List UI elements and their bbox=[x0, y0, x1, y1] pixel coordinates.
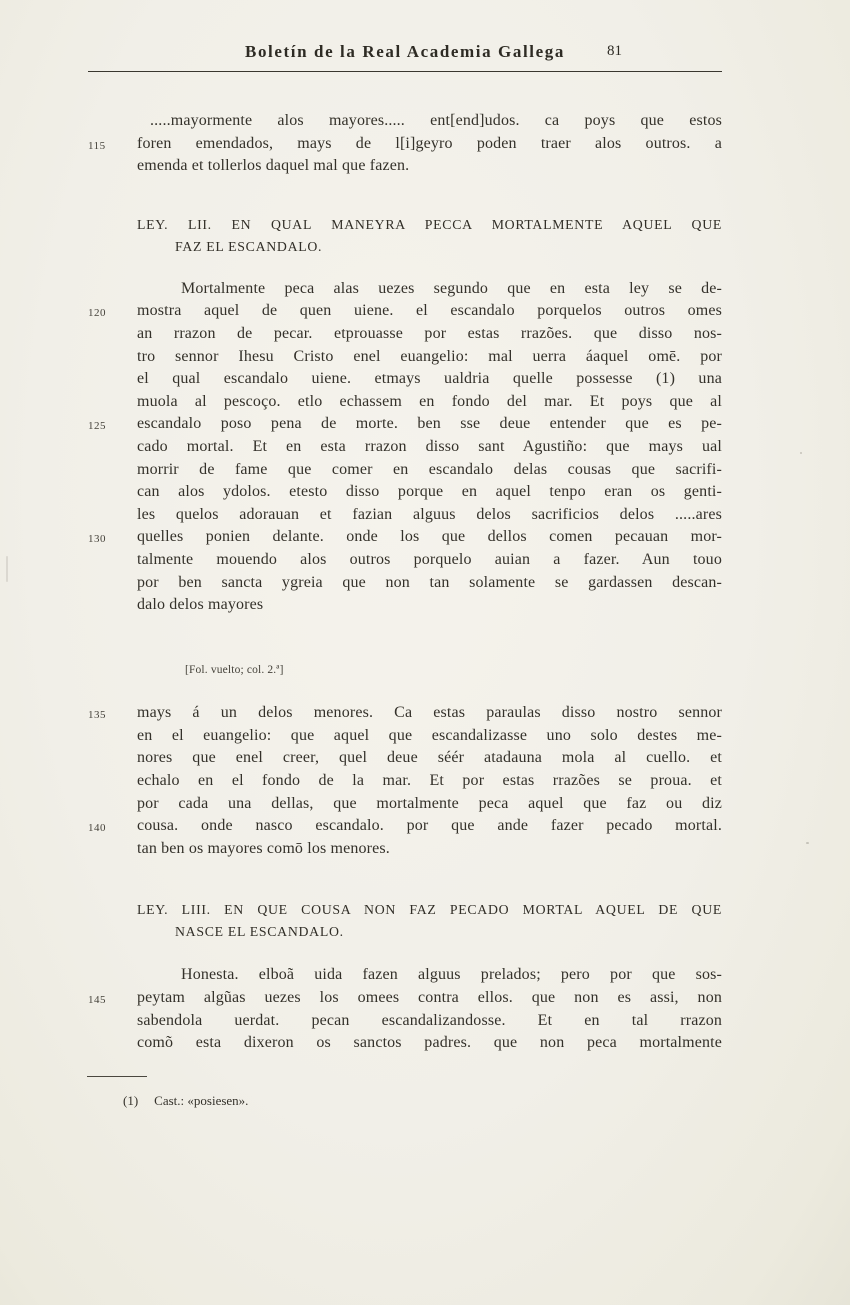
line-text: les quelos adorauan et fazian alguus delos sacrificios delos .....ares bbox=[137, 505, 722, 523]
line-text: el qual escandalo uiene. etmays ualdria quelle possesse (1) una bbox=[137, 370, 722, 388]
line-text: tan ben os mayores comō los menores. bbox=[137, 839, 390, 857]
text-line bbox=[88, 413, 722, 436]
text-line bbox=[88, 133, 722, 156]
paragraph-ley-liii bbox=[88, 964, 722, 1054]
line-text: Honesta. elboã uida fazen alguus prelados; pero por que sos- bbox=[181, 966, 722, 984]
line-text: LEY. LII. EN QUAL MANEYRA PECCA MORTALMENTE AQUEL QUE bbox=[137, 216, 722, 232]
paragraph-continuation bbox=[88, 110, 722, 178]
line-text: quelles ponien delante. onde los que dellos comen pecauan mor- bbox=[137, 528, 722, 546]
text-line bbox=[137, 747, 722, 770]
footnote-separator bbox=[87, 1076, 147, 1077]
line-text: .....mayormente alos mayores..... ent[end]udos. ca poys que estos bbox=[150, 112, 722, 129]
text-line bbox=[137, 110, 722, 133]
folio-note bbox=[137, 659, 722, 682]
paragraph-ley-lii-continued bbox=[88, 702, 722, 860]
text-line bbox=[137, 594, 722, 617]
text-line bbox=[137, 155, 722, 178]
journal-title: Boletín de la Real Academia Gallega bbox=[245, 42, 565, 61]
scan-speck bbox=[800, 452, 802, 454]
paragraph-ley-lii bbox=[88, 278, 722, 617]
line-text: en el euangelio: que aquel que escandalizasse uno solo destes me- bbox=[137, 726, 722, 744]
line-text: mays á un delos menores. Ca estas paraulas disso nostro sennor bbox=[137, 704, 722, 722]
text-line bbox=[88, 987, 722, 1010]
line-text: LEY. LIII. EN QUE COUSA NON FAZ PECADO MORTAL AQUEL DE QUE bbox=[137, 902, 722, 918]
line-text: tro sennor Ihesu Cristo enel euangelio: mal uerra áaquel omē. por bbox=[137, 347, 722, 365]
footnote bbox=[123, 1093, 722, 1109]
text-line bbox=[137, 899, 722, 921]
text-line bbox=[88, 815, 722, 838]
line-text: dalo delos mayores bbox=[137, 596, 264, 614]
text-line bbox=[88, 702, 722, 725]
text-line bbox=[137, 368, 722, 391]
line-text: Mortalmente peca alas uezes segundo que en esta ley se de- bbox=[181, 279, 722, 297]
line-text: echalo en el fondo de la mar. Et por estas rrazões se proua. et bbox=[137, 772, 722, 790]
line-text: emenda et tollerlos daquel mal que fazen. bbox=[137, 157, 410, 175]
footnote-area bbox=[123, 1076, 722, 1109]
text-line bbox=[137, 391, 722, 414]
text-line bbox=[137, 725, 722, 748]
scan-speck bbox=[6, 556, 8, 582]
page-number: 81 bbox=[607, 43, 622, 59]
text-line bbox=[137, 549, 722, 572]
line-text: por cada una dellas, que mortalmente peca aquel que faz ou diz bbox=[137, 794, 722, 812]
text-line bbox=[137, 793, 722, 816]
text-line bbox=[137, 659, 722, 682]
page-header bbox=[88, 42, 722, 66]
line-number: 140 bbox=[88, 822, 106, 835]
text-line bbox=[88, 526, 722, 549]
line-number: 145 bbox=[88, 994, 106, 1007]
line-number: 125 bbox=[88, 420, 106, 433]
text-line bbox=[137, 323, 722, 346]
text-line bbox=[137, 921, 722, 943]
line-text: cousa. onde nasco escandalo. por que ande fazer pecado mortal. bbox=[137, 817, 722, 835]
text-line bbox=[137, 436, 722, 459]
footnote-marker: (1) bbox=[123, 1093, 139, 1108]
line-text: muola al pescoço. etlo echassem en fondo del mar. Et poys que al bbox=[137, 392, 722, 410]
line-text: an rrazon de pecar. etprouasse por estas rrazões. que disso nos- bbox=[137, 324, 722, 342]
line-text: peytam algũas uezes los omees contra ellos. que non es assi, non bbox=[137, 989, 722, 1007]
text-line bbox=[137, 236, 722, 258]
line-text: can alos ydolos. etesto disso porque en aquel tenpo eran os genti- bbox=[137, 483, 722, 501]
text-block-container bbox=[88, 106, 722, 1055]
line-text: mostra aquel de quen uiene. el escandalo porquelos outros omes bbox=[137, 302, 722, 320]
line-text: [Fol. vuelto; col. 2.ª] bbox=[185, 663, 284, 676]
text-line bbox=[137, 504, 722, 527]
line-text: NASCE EL ESCANDALO. bbox=[175, 924, 344, 940]
text-line bbox=[137, 346, 722, 369]
line-number: 115 bbox=[88, 139, 106, 152]
text-line bbox=[137, 770, 722, 793]
line-number: 120 bbox=[88, 307, 106, 320]
text-line bbox=[137, 278, 722, 301]
text-line bbox=[137, 964, 722, 987]
line-text: talmente mouendo alos outros porquelo auian a fazer. Aun touo bbox=[137, 550, 722, 568]
line-text: nores que enel creer, quel deue séér atadauna mola al cuello. et bbox=[137, 749, 722, 767]
text-line bbox=[137, 459, 722, 482]
line-text: por ben sancta ygreia que non tan solamente se gardassen descan- bbox=[137, 573, 722, 591]
text-line bbox=[137, 572, 722, 595]
line-text: foren emendados, mays de l[i]geyro poden traer alos outros. a bbox=[137, 134, 722, 152]
line-text: morrir de fame que comer en escandalo delas cousas que sacrifi- bbox=[137, 460, 722, 478]
line-text: FAZ EL ESCANDALO. bbox=[175, 238, 323, 254]
line-text: sabendola uerdat. pecan escandalizandosse. Et en tal rrazon bbox=[137, 1011, 722, 1029]
line-text: escandalo poso pena de morte. ben sse deue entender que es pe- bbox=[137, 415, 722, 433]
scan-speck bbox=[806, 842, 809, 844]
line-number: 130 bbox=[88, 533, 106, 546]
line-text: cado mortal. Et en esta rrazon disso sant Agustiño: que mays ual bbox=[137, 437, 722, 455]
text-line bbox=[137, 214, 722, 236]
heading-ley-liii bbox=[137, 899, 722, 943]
text-line bbox=[137, 481, 722, 504]
text-line bbox=[137, 1032, 722, 1055]
text-line bbox=[137, 1010, 722, 1033]
header-rule bbox=[88, 71, 722, 72]
line-text: comõ esta dixeron os sanctos padres. que non peca mortalmente bbox=[137, 1034, 722, 1052]
text-line bbox=[88, 300, 722, 323]
line-number: 135 bbox=[88, 709, 106, 722]
heading-ley-lii bbox=[137, 214, 722, 258]
footnote-text: Cast.: «posiesen». bbox=[154, 1093, 249, 1108]
text-line bbox=[137, 838, 722, 861]
